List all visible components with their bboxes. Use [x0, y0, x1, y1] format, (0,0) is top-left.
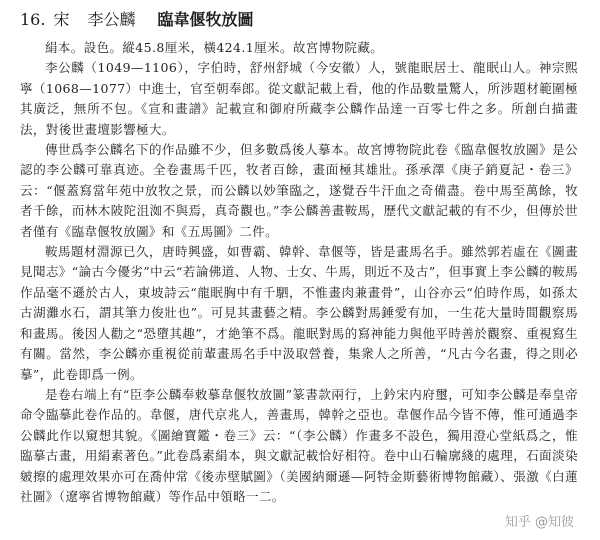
paragraph-inscription: 是卷右端上有“臣李公麟奉敕摹韋偃牧放圖”篆書款兩行，上鈐宋内府璽，可知李公麟是奉皇帝命令臨摹此卷作品的。韋偃，唐代京兆人，善畫馬，韓幹之亞也。韋偃作品今皆不傳，惟可通過李公麟此作以窺想其貌。《圖繪寶鑑・卷三》云：“（李公麟）作畫多不設色，獨用澄心堂紙爲之，惟臨摹古畫，用絹素著色。”此卷爲素絹本，與文獻記載恰好相符。卷中山石輪廓綫的處理，石面淡染皴擦的處理效果亦可在喬仲常《後赤壁賦圖》（美國納爾遜—阿特金斯藝術博物館藏）、張激《白蓮社圖》（遼寧省博物館藏）等作品中領略一二。 — [20, 386, 578, 504]
watermark-text: 知乎 @知彼 — [504, 515, 574, 530]
paragraph-biography: 李公麟（1049—1106），字伯時，舒州舒城（今安徽）人，號龍眠居士、龍眠山人。神宗熙寧（1068—1077）中進士，官至朝奉郎。從文獻記載上看，他的作品數量驚人，所涉題材範圍極其廣泛，無所不包。《宣和畫譜》記載宣和御府所藏李公麟作品達一百零七件之多。所創白描畫法，對後世畫壇影響極大。 — [20, 60, 578, 137]
paragraph-attribution: 傳世爲李公麟名下的作品雖不少，但多數爲後人摹本。故宮博物院此卷《臨韋偃牧放圖》是公認的李公麟可靠真迹。全卷畫馬千匹，牧者百餘，畫面極其雄壯。孫承澤《庚子銷夏記・卷三》云：“偃蓋寫當年苑中放牧之景，而公麟以妙筆臨之，遂覺吞牛汗血之奇備盡。卷中馬至萬餘，牧者千餘，而林木陂陀沮洳不與焉，真奇觀也。”李公麟善畫鞍馬，歷代文獻記載的有不少，但傳於世者僅有《臨韋偃牧放圖》和《五馬圖》二件。 — [20, 142, 578, 239]
entry-number: 16. — [20, 10, 46, 29]
artwork-title: 臨韋偃牧放圖 — [157, 10, 254, 29]
entry-heading — [20, 8, 578, 32]
watermark — [505, 511, 574, 530]
author-name: 李公麟 — [87, 10, 136, 29]
paragraph-specs: 絹本。設色。縱45.8厘米，橫424.1厘米。故宮博物院藏。 — [45, 40, 384, 55]
dynasty-label: 宋 — [53, 10, 70, 29]
entry-body — [20, 38, 578, 507]
paragraph-horse-tradition: 鞍馬題材淵源已久，唐時興盛，如曹霸、韓幹、韋偃等，皆是畫馬名手。雖然郭若虛在《圖畫見聞志》“論古今優劣”中云“若論佛道、人物、士女、牛馬，則近不及古”，但事實上李公麟的鞍馬作品毫不遜於古人，東坡詩云“龍眠胸中有千駟，不惟畫肉兼畫骨”，山谷亦云“伯時作馬，如孫太古湖灘水石，謂其筆力俊壯也”。可見其畫藝之精。李公麟對馬錘愛有加，一生花大量時間觀察馬和畫馬。後因人勸之“恐墮其趣”，才絶筆不爲。龍眠對馬的寫神能力與他平時善於觀察、重視寫生有關。當然，李公麟亦重視從前輩畫馬名手中汲取營養，集衆人之所善，“凡古今名畫，得之則必摹”，此卷即爲一例。 — [20, 244, 578, 382]
